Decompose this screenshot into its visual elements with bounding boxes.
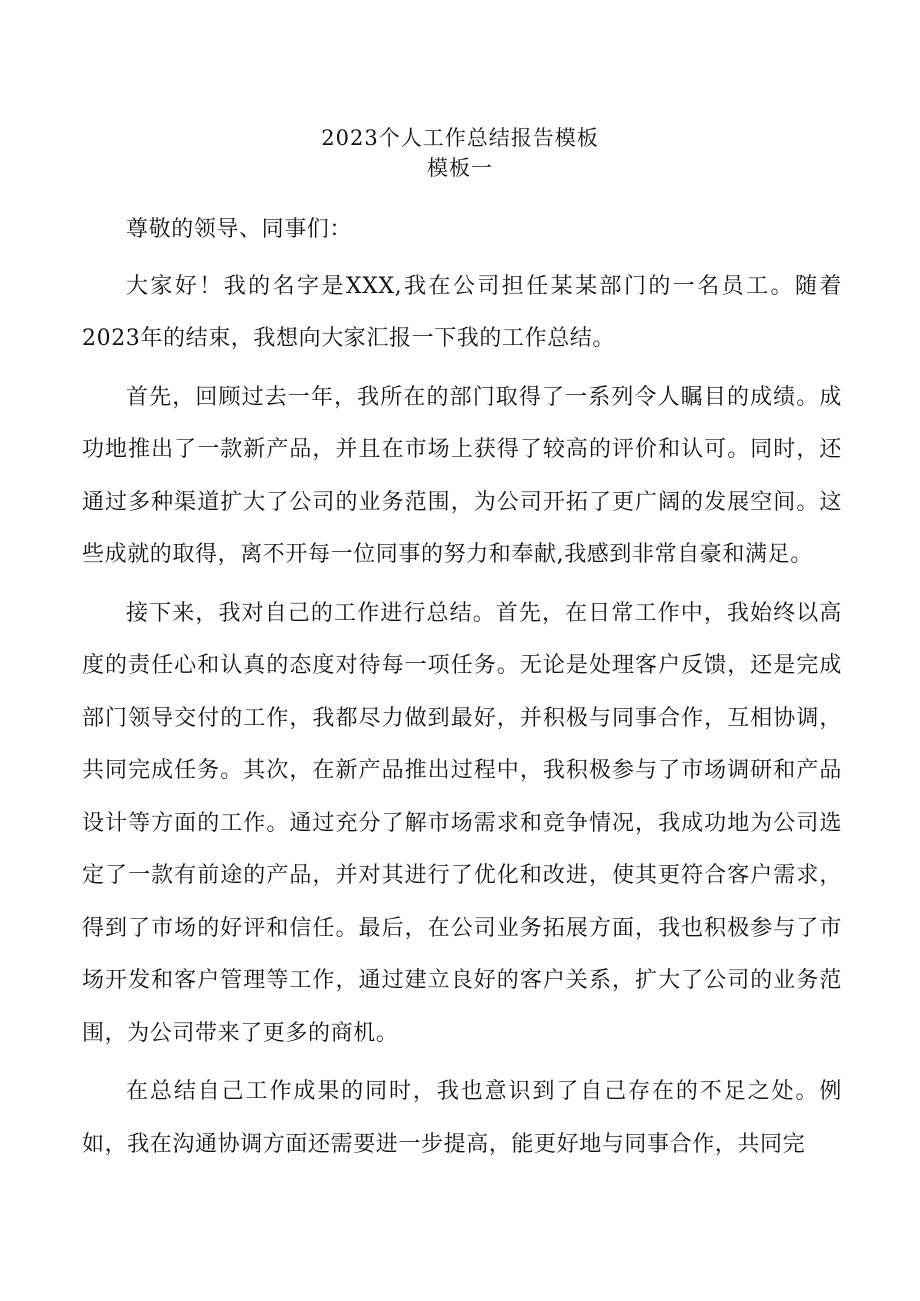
document-subtitle: 模板一 xyxy=(427,156,493,180)
paragraph-4: 在总结自己工作成果的同时，我也意识到了自己存在的不足之处。例如，我在沟通协调方面还需要进一步提高，能更好地与同事合作，共同完 xyxy=(82,1079,842,1157)
paragraph-3: 接下来，我对自己的工作进行总结。首先，在日常工作中，我始终以高度的责任心和认真的态度对待每一项任务。无论是处理客户反馈，还是完成部门领导交付的工作，我都尽力做到最好，并积极与同事合作，互相协调，共同完成任务。其次，在新产品推出过程中，我积极参与了市场调研和产品设计等方面的工作。通过充分了解市场需求和竞争情况，我成功地为公司选定了一款有前途的产品，并对其进行了优化和改进，使其更符合客户需求，得到了市场的好评和信任。最后，在公司业务拓展方面，我也积极参与了市场开发和客户管理等工作，通过建立良好的客户关系，扩大了公司的业务范围，为公司带来了更多的商机。 xyxy=(82,600,842,1046)
paragraph-2: 首先，回顾过去一年，我所在的部门取得了一系列令人瞩目的成绩。成功地推出了一款新产品，并且在市场上获得了较高的评价和认可。同时，还通过多种渠道扩大了公司的业务范围，为公司开拓了更广阔的发展空间。这些成就的取得，离不开每一位同事的努力和奉献,我感到非常自豪和满足。 xyxy=(82,384,842,567)
document-body xyxy=(82,204,842,1177)
document-title: 2023个人工作总结报告模板 xyxy=(321,126,599,150)
salutation: 尊敬的领导、同事们： xyxy=(126,217,353,242)
paragraph-1: 大家好！我的名字是XXX,我在公司担任某某部门的一名员工。随着2023年的结束，我想向大家汇报一下我的工作总结。 xyxy=(82,273,842,351)
